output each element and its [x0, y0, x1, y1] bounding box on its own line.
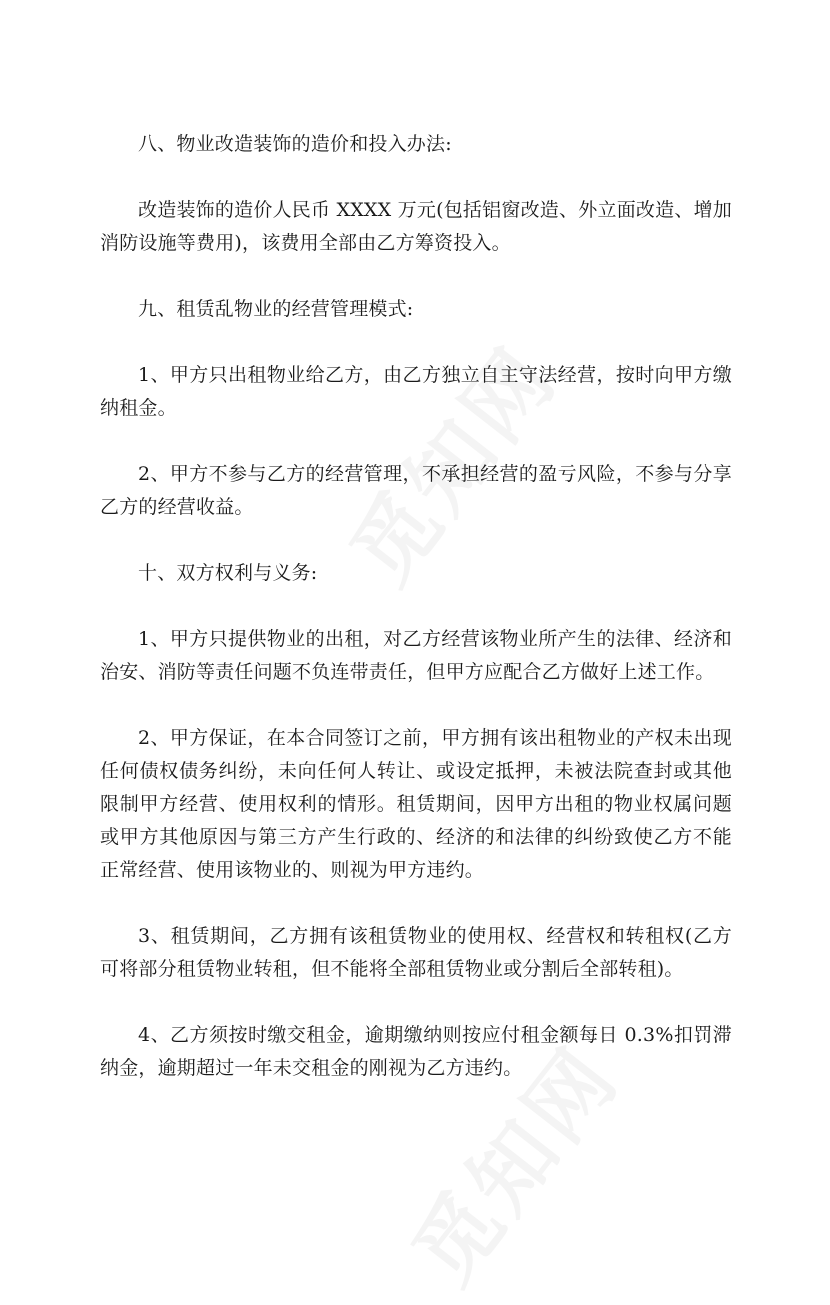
paragraph: 4、乙方须按时缴交租金，逾期缴纳则按应付租金额每日 0.3%扣罚滞纳金，逾期超过一年未交租金的刚视为乙方违约。: [100, 1024, 732, 1079]
paragraph: 1、甲方只提供物业的出租，对乙方经营该物业所产生的法律、经济和治安、消防等责任问题不负连带责任，但甲方应配合乙方做好上述工作。: [100, 628, 732, 683]
paragraph: 2、甲方保证，在本合同签订之前，甲方拥有该出租物业的产权未出现任何债权债务纠纷，未向任何人转让、或设定抵押，未被法院查封或其他限制甲方经营、使用权利的情形。租赁期间，因甲方出租的物业权属问题或甲方其他原因与第三方产生行政的、经济的和法律的纠纷致使乙方不能正常经营、使用该物业的、则视为甲方违约。: [100, 727, 732, 881]
section-heading-9: 九、租赁乱物业的经营管理模式:: [138, 298, 414, 320]
document-body: [100, 128, 732, 1118]
paragraph: 1、甲方只出租物业给乙方，由乙方独立自主守法经营，按时向甲方缴纳租金。: [100, 364, 732, 419]
section-heading-10: 十、双方权利与义务:: [138, 562, 318, 584]
section-heading-8: 八、物业改造装饰的造价和投入办法:: [138, 133, 452, 155]
paragraph: 2、甲方不参与乙方的经营管理，不承担经营的盈亏风险，不参与分享乙方的经营收益。: [100, 463, 732, 518]
paragraph: 改造装饰的造价人民币 XXXX 万元(包括铝窗改造、外立面改造、增加消防设施等费用)，该费用全部由乙方筹资投入。: [100, 199, 732, 254]
paragraph: 3、租赁期间，乙方拥有该租赁物业的使用权、经营权和转租权(乙方可将部分租赁物业转租，但不能将全部租赁物业或分割后全部转租)。: [100, 925, 732, 980]
